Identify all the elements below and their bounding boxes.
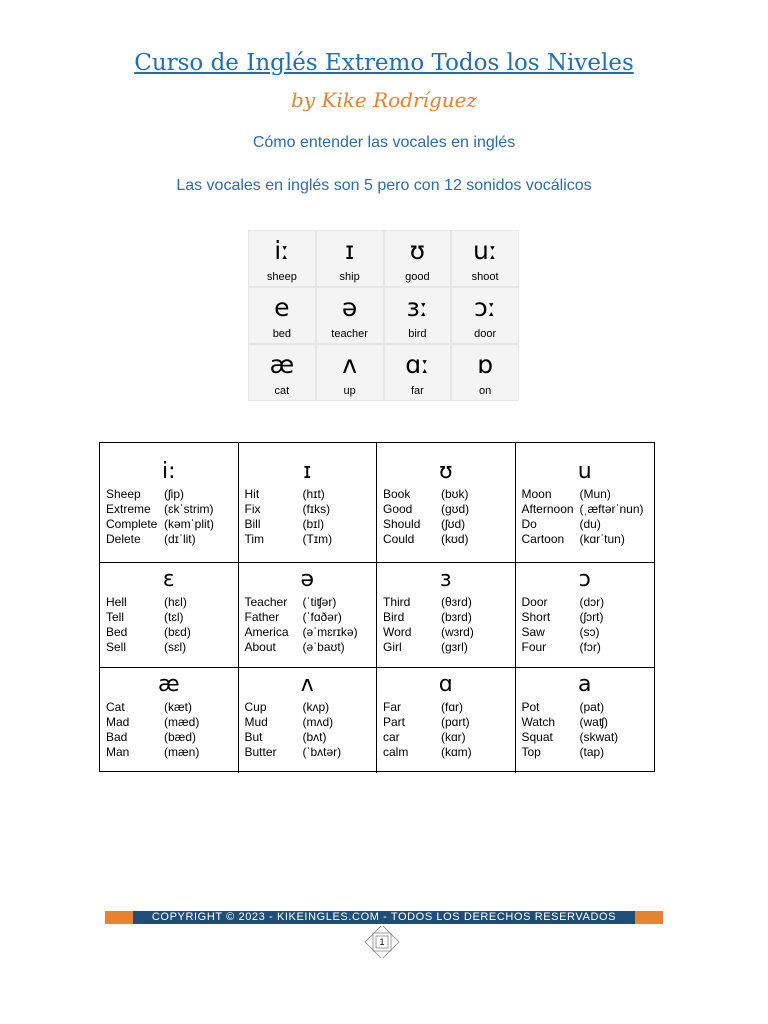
vowel-example-row bbox=[106, 745, 238, 760]
example-transcription: (bɜrd) bbox=[441, 610, 472, 624]
vowel-example-row bbox=[522, 610, 655, 625]
example-word: Hell bbox=[106, 595, 127, 609]
vowel-example-row bbox=[245, 730, 377, 745]
vowel-cell bbox=[100, 668, 239, 773]
vowel-cell bbox=[516, 668, 655, 773]
vowel-example-row bbox=[106, 532, 238, 547]
vowel-example-row bbox=[522, 730, 655, 745]
vowel-symbol: ə bbox=[300, 567, 315, 592]
vowel-cell bbox=[516, 443, 655, 563]
example-word: Third bbox=[383, 595, 411, 609]
example-word: Cup bbox=[244, 700, 267, 714]
ipa-cell bbox=[249, 345, 315, 400]
ipa-symbol: ɑː bbox=[405, 350, 430, 379]
vowel-example-row bbox=[106, 730, 238, 745]
example-transcription: (fɑr) bbox=[441, 700, 463, 714]
ipa-example-word: door bbox=[474, 328, 497, 340]
example-word: About bbox=[244, 640, 276, 654]
example-transcription: (dɪˈlit) bbox=[164, 532, 196, 546]
vowel-example-row bbox=[245, 745, 377, 760]
example-word: Bird bbox=[383, 610, 405, 624]
example-transcription: (mæd) bbox=[164, 715, 200, 729]
vowel-example-row bbox=[245, 502, 377, 517]
ipa-example-word: sheep bbox=[266, 271, 297, 283]
example-transcription: (ʃɔrt) bbox=[579, 610, 604, 624]
vowel-example-row bbox=[245, 610, 377, 625]
example-transcription: (kɑrˈtun) bbox=[579, 532, 625, 546]
example-transcription: (bæd) bbox=[164, 730, 197, 744]
example-word: Short bbox=[521, 610, 551, 624]
example-transcription: (hɛl) bbox=[164, 595, 187, 609]
vowel-example-row bbox=[383, 502, 515, 517]
vowel-example-row bbox=[383, 730, 515, 745]
ipa-example-word: teacher bbox=[331, 328, 368, 340]
vowel-example-row bbox=[383, 700, 515, 715]
ipa-example-word: bird bbox=[408, 328, 427, 340]
vowel-example-row bbox=[522, 517, 655, 532]
example-word: Delete bbox=[106, 532, 141, 546]
example-transcription: (kəmˈplit) bbox=[164, 517, 214, 531]
vowel-symbol: ɪ bbox=[303, 459, 312, 484]
example-word: Tim bbox=[244, 532, 265, 546]
example-word: Mad bbox=[106, 715, 130, 729]
example-word: Cartoon bbox=[521, 532, 565, 546]
example-word: Tell bbox=[106, 610, 125, 624]
example-word: Do bbox=[521, 517, 537, 531]
example-transcription: (gʊd) bbox=[441, 502, 470, 516]
ipa-cell bbox=[452, 345, 518, 400]
ipa-example-word: up bbox=[343, 385, 356, 397]
example-word: Sell bbox=[106, 640, 127, 654]
vowel-example-row bbox=[106, 715, 238, 730]
example-word: Bed bbox=[106, 625, 128, 639]
example-word: Butter bbox=[244, 745, 277, 759]
vowel-example-row bbox=[106, 502, 238, 517]
example-word: Could bbox=[383, 532, 415, 546]
vowel-example-row bbox=[245, 532, 377, 547]
ipa-symbol: ɒ bbox=[477, 350, 494, 379]
vowel-example-row bbox=[522, 640, 655, 655]
footer-accent-right bbox=[635, 911, 663, 924]
vowel-cell bbox=[100, 443, 239, 563]
vowel-symbol: ɛ bbox=[162, 567, 175, 592]
vowel-example-row bbox=[245, 517, 377, 532]
vowel-cell bbox=[377, 668, 516, 773]
ipa-cell bbox=[317, 231, 383, 286]
page-title: Curso de Inglés Extremo Todos los Niveles bbox=[134, 50, 634, 76]
example-transcription: (bʊk) bbox=[441, 487, 469, 501]
vowel-cell bbox=[516, 563, 655, 668]
example-transcription: (kæt) bbox=[164, 700, 192, 714]
example-word: Part bbox=[383, 715, 406, 729]
example-transcription: (kɑr) bbox=[441, 730, 466, 744]
vowel-example-row bbox=[106, 625, 238, 640]
vowel-cell bbox=[377, 443, 516, 563]
example-word: Pot bbox=[521, 700, 540, 714]
example-transcription: (du) bbox=[579, 517, 601, 531]
ipa-symbol: ɜː bbox=[406, 293, 429, 322]
vowel-symbol: ʊ bbox=[438, 459, 453, 484]
ipa-cell bbox=[385, 345, 451, 400]
example-transcription: (kɑm) bbox=[441, 745, 472, 759]
example-transcription: (sɔ) bbox=[579, 625, 600, 639]
ipa-symbol: ʊ bbox=[409, 236, 426, 265]
example-word: Bill bbox=[244, 517, 261, 531]
ipa-symbol: æ bbox=[269, 350, 295, 379]
example-word: Far bbox=[383, 700, 401, 714]
example-word: Moon bbox=[521, 487, 552, 501]
example-word: Mud bbox=[244, 715, 268, 729]
example-transcription: (pɑrt) bbox=[441, 715, 470, 729]
vowel-example-row bbox=[383, 532, 515, 547]
vowel-example-row bbox=[383, 487, 515, 502]
vowel-symbol: ʌ bbox=[300, 672, 314, 697]
vowel-cell bbox=[239, 443, 378, 563]
example-word: Door bbox=[521, 595, 548, 609]
example-word: Complete bbox=[106, 517, 158, 531]
vowel-example-row bbox=[383, 745, 515, 760]
vowel-example-row bbox=[522, 502, 655, 517]
ipa-symbol: uː bbox=[472, 236, 498, 265]
example-word: Watch bbox=[521, 715, 556, 729]
vowel-symbol: a bbox=[578, 672, 592, 697]
example-transcription: (Mun) bbox=[579, 487, 611, 501]
footer-accent-left bbox=[105, 911, 133, 924]
vowel-example-row bbox=[106, 487, 238, 502]
example-word: Girl bbox=[383, 640, 402, 654]
vowel-example-row bbox=[106, 517, 238, 532]
example-word: Hit bbox=[244, 487, 260, 501]
vowel-symbol: ɔ bbox=[578, 567, 591, 592]
vowel-example-row bbox=[245, 595, 377, 610]
ipa-cell bbox=[385, 231, 451, 286]
example-word: Afternoon bbox=[521, 502, 574, 516]
page-number: 1 bbox=[379, 937, 385, 947]
example-transcription: (pat) bbox=[579, 700, 605, 714]
example-word: Saw bbox=[521, 625, 545, 639]
example-transcription: (sɛl) bbox=[164, 640, 187, 654]
example-word: Book bbox=[383, 487, 411, 501]
vowel-symbol: u bbox=[577, 459, 592, 484]
vowel-example-row bbox=[245, 625, 377, 640]
example-word: Man bbox=[106, 745, 130, 759]
example-transcription: (ʃʊd) bbox=[441, 517, 466, 531]
author-byline: by Kike Rodríguez bbox=[290, 88, 478, 112]
vowel-cell bbox=[100, 563, 239, 668]
vowel-example-row bbox=[106, 610, 238, 625]
ipa-cell bbox=[452, 288, 518, 343]
example-transcription: (bɪl) bbox=[302, 517, 325, 531]
example-transcription: (fɪks) bbox=[302, 502, 331, 516]
ipa-example-word: cat bbox=[274, 385, 290, 397]
ipa-example-word: shoot bbox=[471, 271, 499, 283]
example-transcription: (ɛkˈstrim) bbox=[164, 502, 214, 516]
ipa-example-word: ship bbox=[339, 271, 360, 283]
example-transcription: (dɔr) bbox=[579, 595, 605, 609]
ipa-example-word: good bbox=[405, 271, 430, 283]
example-transcription: (tap) bbox=[579, 745, 605, 759]
page-number-badge bbox=[364, 926, 400, 958]
vowel-example-row bbox=[383, 595, 515, 610]
vowel-example-row bbox=[383, 517, 515, 532]
vowel-example-row bbox=[522, 745, 655, 760]
vowel-example-row bbox=[106, 595, 238, 610]
vowel-symbol: ɜ bbox=[439, 567, 452, 592]
example-transcription: (ʃip) bbox=[164, 487, 184, 501]
example-transcription: (ˈbʌtər) bbox=[302, 745, 342, 759]
ipa-symbol: iː bbox=[274, 236, 290, 265]
example-word: calm bbox=[383, 745, 409, 759]
example-word: car bbox=[383, 730, 400, 744]
vowel-cell bbox=[239, 563, 378, 668]
ipa-cell bbox=[249, 288, 315, 343]
vowel-cell bbox=[377, 563, 516, 668]
example-transcription: (waʧ) bbox=[579, 715, 608, 729]
vowel-symbol: i: bbox=[161, 459, 176, 484]
vowel-symbol: æ bbox=[157, 672, 180, 697]
intro-heading: Cómo entender las vocales en inglés bbox=[252, 134, 516, 151]
vowel-example-row bbox=[245, 640, 377, 655]
example-word: Should bbox=[383, 517, 421, 531]
vowel-example-row bbox=[245, 715, 377, 730]
ipa-cell bbox=[385, 288, 451, 343]
vowel-example-row bbox=[106, 640, 238, 655]
example-word: But bbox=[244, 730, 263, 744]
vowel-example-row bbox=[522, 700, 655, 715]
vowel-example-row bbox=[522, 595, 655, 610]
example-transcription: (mæn) bbox=[164, 745, 200, 759]
example-transcription: (bʌt) bbox=[302, 730, 327, 744]
example-word: Extreme bbox=[106, 502, 151, 516]
copyright-text: COPYRIGHT © 2023 - KIKEINGLES.COM - TODOS LOS DERECHOS RESERVADOS bbox=[151, 911, 617, 923]
example-transcription: (ˌæftərˈnun) bbox=[579, 502, 644, 516]
example-transcription: (gɜrl) bbox=[441, 640, 468, 654]
vowel-example-row bbox=[522, 487, 655, 502]
example-word: Father bbox=[244, 610, 280, 624]
example-word: Top bbox=[521, 745, 541, 759]
example-transcription: (kʊd) bbox=[441, 532, 469, 546]
vowel-example-row bbox=[383, 625, 515, 640]
ipa-example-word: bed bbox=[272, 328, 292, 340]
example-word: Word bbox=[383, 625, 412, 639]
vowel-example-row bbox=[245, 487, 377, 502]
ipa-symbol: ɔː bbox=[474, 293, 497, 322]
example-transcription: (θɜrd) bbox=[441, 595, 472, 609]
example-transcription: (wɜrd) bbox=[441, 625, 474, 639]
ipa-cell bbox=[317, 288, 383, 343]
example-transcription: (ˈfɑðər) bbox=[302, 610, 342, 624]
vowel-example-row bbox=[383, 610, 515, 625]
ipa-symbol: ʌ bbox=[342, 350, 358, 379]
vowel-cell bbox=[239, 668, 378, 773]
example-word: Teacher bbox=[244, 595, 288, 609]
ipa-example-word: on bbox=[479, 385, 492, 397]
vowel-example-row bbox=[106, 700, 238, 715]
example-transcription: (hɪt) bbox=[302, 487, 325, 501]
example-transcription: (skwat) bbox=[579, 730, 619, 744]
vowel-example-row bbox=[522, 715, 655, 730]
vowel-example-row bbox=[522, 625, 655, 640]
copyright-bar bbox=[105, 911, 663, 924]
example-word: Four bbox=[521, 640, 547, 654]
example-transcription: (əˈmɛrɪkə) bbox=[302, 625, 358, 639]
example-transcription: (mʌd) bbox=[302, 715, 334, 729]
example-transcription: (fɔr) bbox=[579, 640, 601, 654]
example-transcription: (ˈtiʧər) bbox=[302, 595, 337, 609]
example-word: Good bbox=[383, 502, 413, 516]
example-word: Bad bbox=[106, 730, 128, 744]
ipa-cell bbox=[249, 231, 315, 286]
example-transcription: (bɛd) bbox=[164, 625, 191, 639]
ipa-example-word: far bbox=[410, 385, 424, 397]
ipa-vowel-chart bbox=[248, 230, 519, 401]
ipa-cell bbox=[452, 231, 518, 286]
example-transcription: (əˈbaʊt) bbox=[302, 640, 345, 654]
example-word: America bbox=[244, 625, 289, 639]
example-word: Cat bbox=[106, 700, 125, 714]
example-transcription: (kʌp) bbox=[302, 700, 330, 714]
intro-subheading: Las vocales en inglés son 5 pero con 12 sonidos vocálicos bbox=[176, 177, 592, 194]
example-transcription: (tɛl) bbox=[164, 610, 184, 624]
vowel-example-row bbox=[383, 640, 515, 655]
example-word: Squat bbox=[521, 730, 553, 744]
vowel-examples-table bbox=[99, 442, 655, 772]
example-transcription: (Tɪm) bbox=[302, 532, 333, 546]
ipa-symbol: ə bbox=[341, 293, 358, 322]
vowel-symbol: ɑ bbox=[438, 672, 453, 697]
vowel-example-row bbox=[522, 532, 655, 547]
vowel-example-row bbox=[383, 715, 515, 730]
ipa-symbol: ɪ bbox=[344, 236, 355, 265]
ipa-cell bbox=[317, 345, 383, 400]
vowel-example-row bbox=[245, 700, 377, 715]
ipa-symbol: e bbox=[274, 293, 290, 322]
example-word: Sheep bbox=[106, 487, 141, 501]
example-word: Fix bbox=[244, 502, 261, 516]
